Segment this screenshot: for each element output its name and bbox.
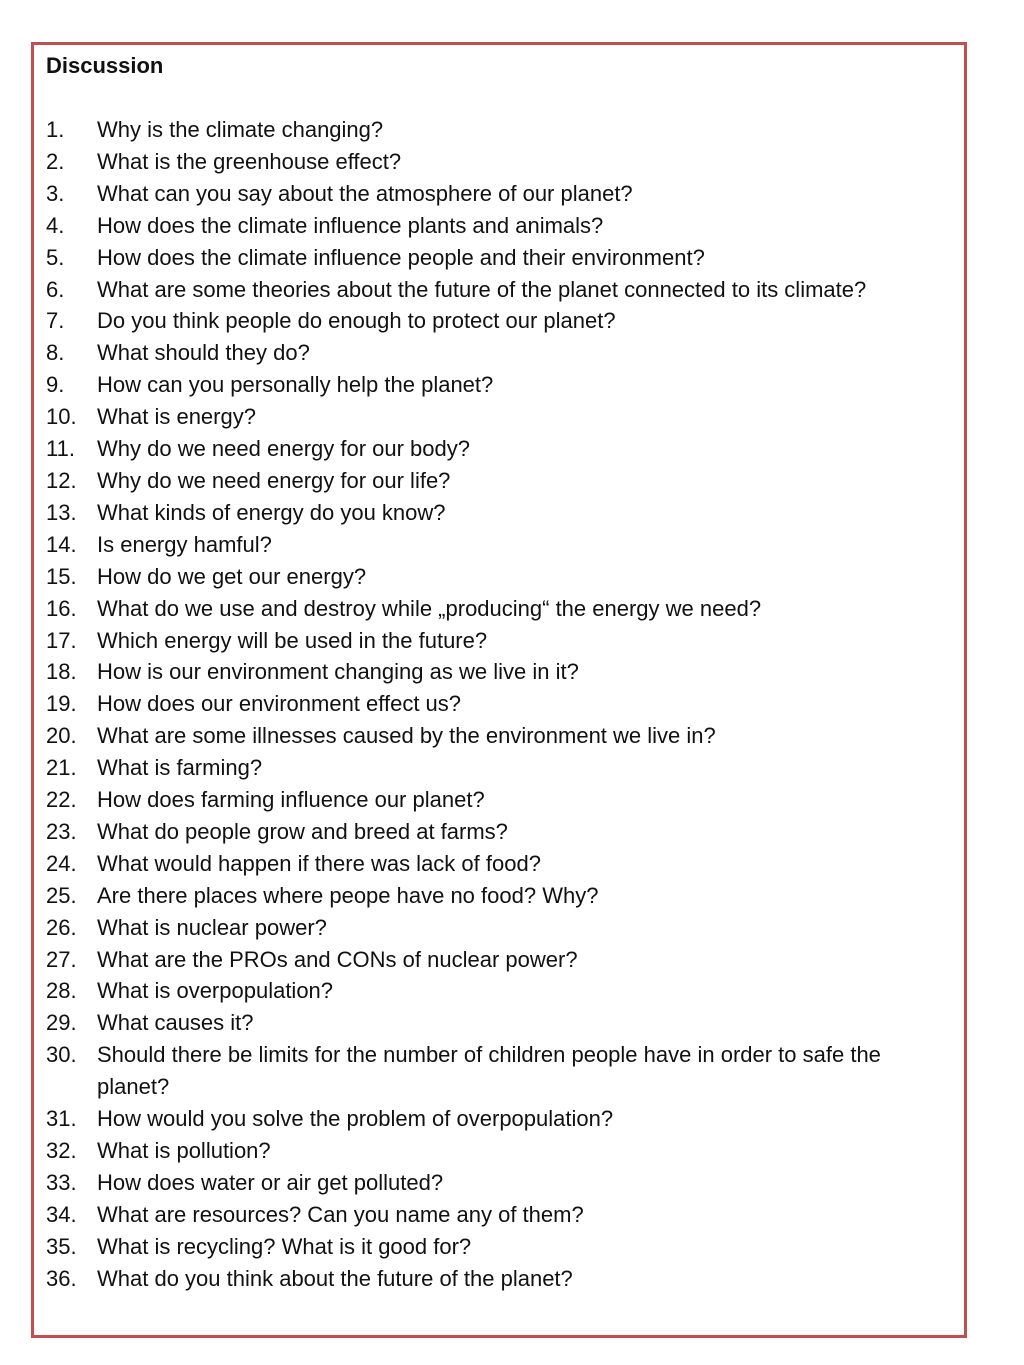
question-text: Why do we need energy for our life? (97, 467, 451, 493)
question-item (46, 146, 946, 178)
question-item (46, 816, 946, 848)
question-item (46, 529, 946, 561)
question-item (46, 178, 946, 210)
question-text: What is pollution? (97, 1138, 271, 1163)
question-number: 2. (46, 148, 65, 174)
question-item (46, 593, 946, 625)
question-item (46, 848, 946, 880)
question-item (46, 497, 946, 529)
question-text: What is farming? (97, 755, 263, 781)
question-item (46, 305, 946, 337)
question-item (46, 433, 946, 465)
question-text: Which energy will be used in the future? (97, 627, 488, 653)
question-number: 26. (46, 914, 77, 940)
question-item (46, 656, 946, 688)
question-number: 13. (46, 499, 77, 525)
question-item (46, 561, 946, 593)
question-item (46, 1263, 946, 1295)
question-number: 17. (46, 627, 77, 653)
question-number: 12. (46, 467, 77, 493)
question-number: 10. (46, 404, 77, 430)
question-text: What should they do? (97, 340, 310, 366)
question-text: How does water or air get polluted? (97, 1169, 444, 1195)
question-text: What is recycling? What is it good for? (97, 1233, 472, 1259)
question-text: How would you solve the problem of overpopulation? (97, 1106, 614, 1132)
question-number: 15. (46, 563, 77, 589)
question-text: How can you personally help the planet? (97, 372, 494, 398)
question-number: 8. (46, 340, 65, 366)
question-text: How do we get our energy? (97, 563, 367, 589)
question-text: Should there be limits for the number of children people have in order to safe the planet? (97, 1042, 881, 1100)
question-text: How does the climate influence people and their environment? (97, 244, 705, 270)
question-number: 34. (46, 1201, 77, 1227)
question-number: 4. (46, 212, 65, 238)
question-text: What are some illnesses caused by the environment we live in? (97, 723, 716, 749)
question-text: What are resources? Can you name any of them? (97, 1201, 584, 1227)
question-text: How does farming influence our planet? (97, 787, 485, 813)
question-item (46, 880, 946, 912)
question-number: 3. (46, 180, 65, 206)
question-number: 21. (46, 755, 77, 781)
question-item (46, 465, 946, 497)
question-number: 35. (46, 1233, 77, 1259)
question-item (46, 720, 946, 752)
question-number: 6. (46, 276, 65, 302)
question-number: 28. (46, 978, 77, 1004)
question-text: Are there places where peope have no food? Why? (97, 882, 599, 908)
question-number: 36. (46, 1265, 77, 1291)
question-item (46, 975, 946, 1007)
question-item (46, 242, 946, 274)
question-number: 22. (46, 787, 77, 813)
question-number: 7. (46, 308, 65, 334)
question-item (46, 944, 946, 976)
question-text: What do you think about the future of the planet? (97, 1265, 573, 1291)
question-item (46, 369, 946, 401)
question-number: 24. (46, 850, 77, 876)
question-number: 5. (46, 244, 65, 270)
question-item (46, 1007, 946, 1039)
question-number: 32. (46, 1138, 77, 1163)
question-item (46, 912, 946, 944)
question-item (46, 337, 946, 369)
question-number: 16. (46, 595, 77, 621)
question-item (46, 274, 946, 306)
question-text: How does the climate influence plants and animals? (97, 212, 604, 238)
question-text: Why is the climate changing? (97, 117, 384, 142)
question-text: What causes it? (97, 1010, 254, 1036)
question-text: Is energy hamful? (97, 531, 272, 557)
question-number: 20. (46, 723, 77, 749)
question-item (46, 625, 946, 657)
question-number: 25. (46, 882, 77, 908)
question-text: Why do we need energy for our body? (97, 436, 471, 462)
question-item (46, 688, 946, 720)
question-text: What do people grow and breed at farms? (97, 818, 508, 844)
question-text: What are some theories about the future of the planet connected to its climate? (97, 276, 867, 302)
question-text: What is energy? (97, 404, 256, 430)
question-item (46, 401, 946, 433)
question-item (46, 114, 946, 146)
question-list (46, 114, 946, 1295)
question-text: What is the greenhouse effect? (97, 148, 402, 174)
question-text: What can you say about the atmosphere of our planet? (97, 180, 633, 206)
question-text: Do you think people do enough to protect our planet? (97, 308, 616, 334)
question-number: 29. (46, 1010, 77, 1036)
question-number: 30. (46, 1042, 77, 1068)
question-item (46, 1039, 946, 1103)
question-item (46, 1231, 946, 1263)
question-text: What are the PROs and CONs of nuclear power? (97, 946, 578, 972)
question-text: What kinds of energy do you know? (97, 499, 446, 525)
question-number: 31. (46, 1106, 77, 1132)
page-title: Discussion (46, 53, 164, 78)
question-number: 11. (46, 436, 75, 462)
question-text: What would happen if there was lack of food? (97, 850, 541, 876)
question-number: 9. (46, 372, 65, 398)
question-item (46, 1199, 946, 1231)
question-text: What is nuclear power? (97, 914, 327, 940)
question-item (46, 1135, 946, 1167)
question-number: 33. (46, 1169, 77, 1195)
question-number: 14. (46, 531, 77, 557)
question-number: 23. (46, 818, 77, 844)
question-item (46, 210, 946, 242)
question-number: 27. (46, 946, 77, 972)
question-item (46, 1103, 946, 1135)
question-number: 18. (46, 659, 77, 685)
question-text: How is our environment changing as we live in it? (97, 659, 579, 685)
question-item (46, 752, 946, 784)
question-item (46, 1167, 946, 1199)
question-number: 1. (46, 117, 65, 142)
question-item (46, 784, 946, 816)
question-text: What do we use and destroy while „producing“ the energy we need? (97, 595, 762, 621)
question-text: What is overpopulation? (97, 978, 334, 1004)
question-text: How does our environment effect us? (97, 691, 462, 717)
question-number: 19. (46, 691, 77, 717)
